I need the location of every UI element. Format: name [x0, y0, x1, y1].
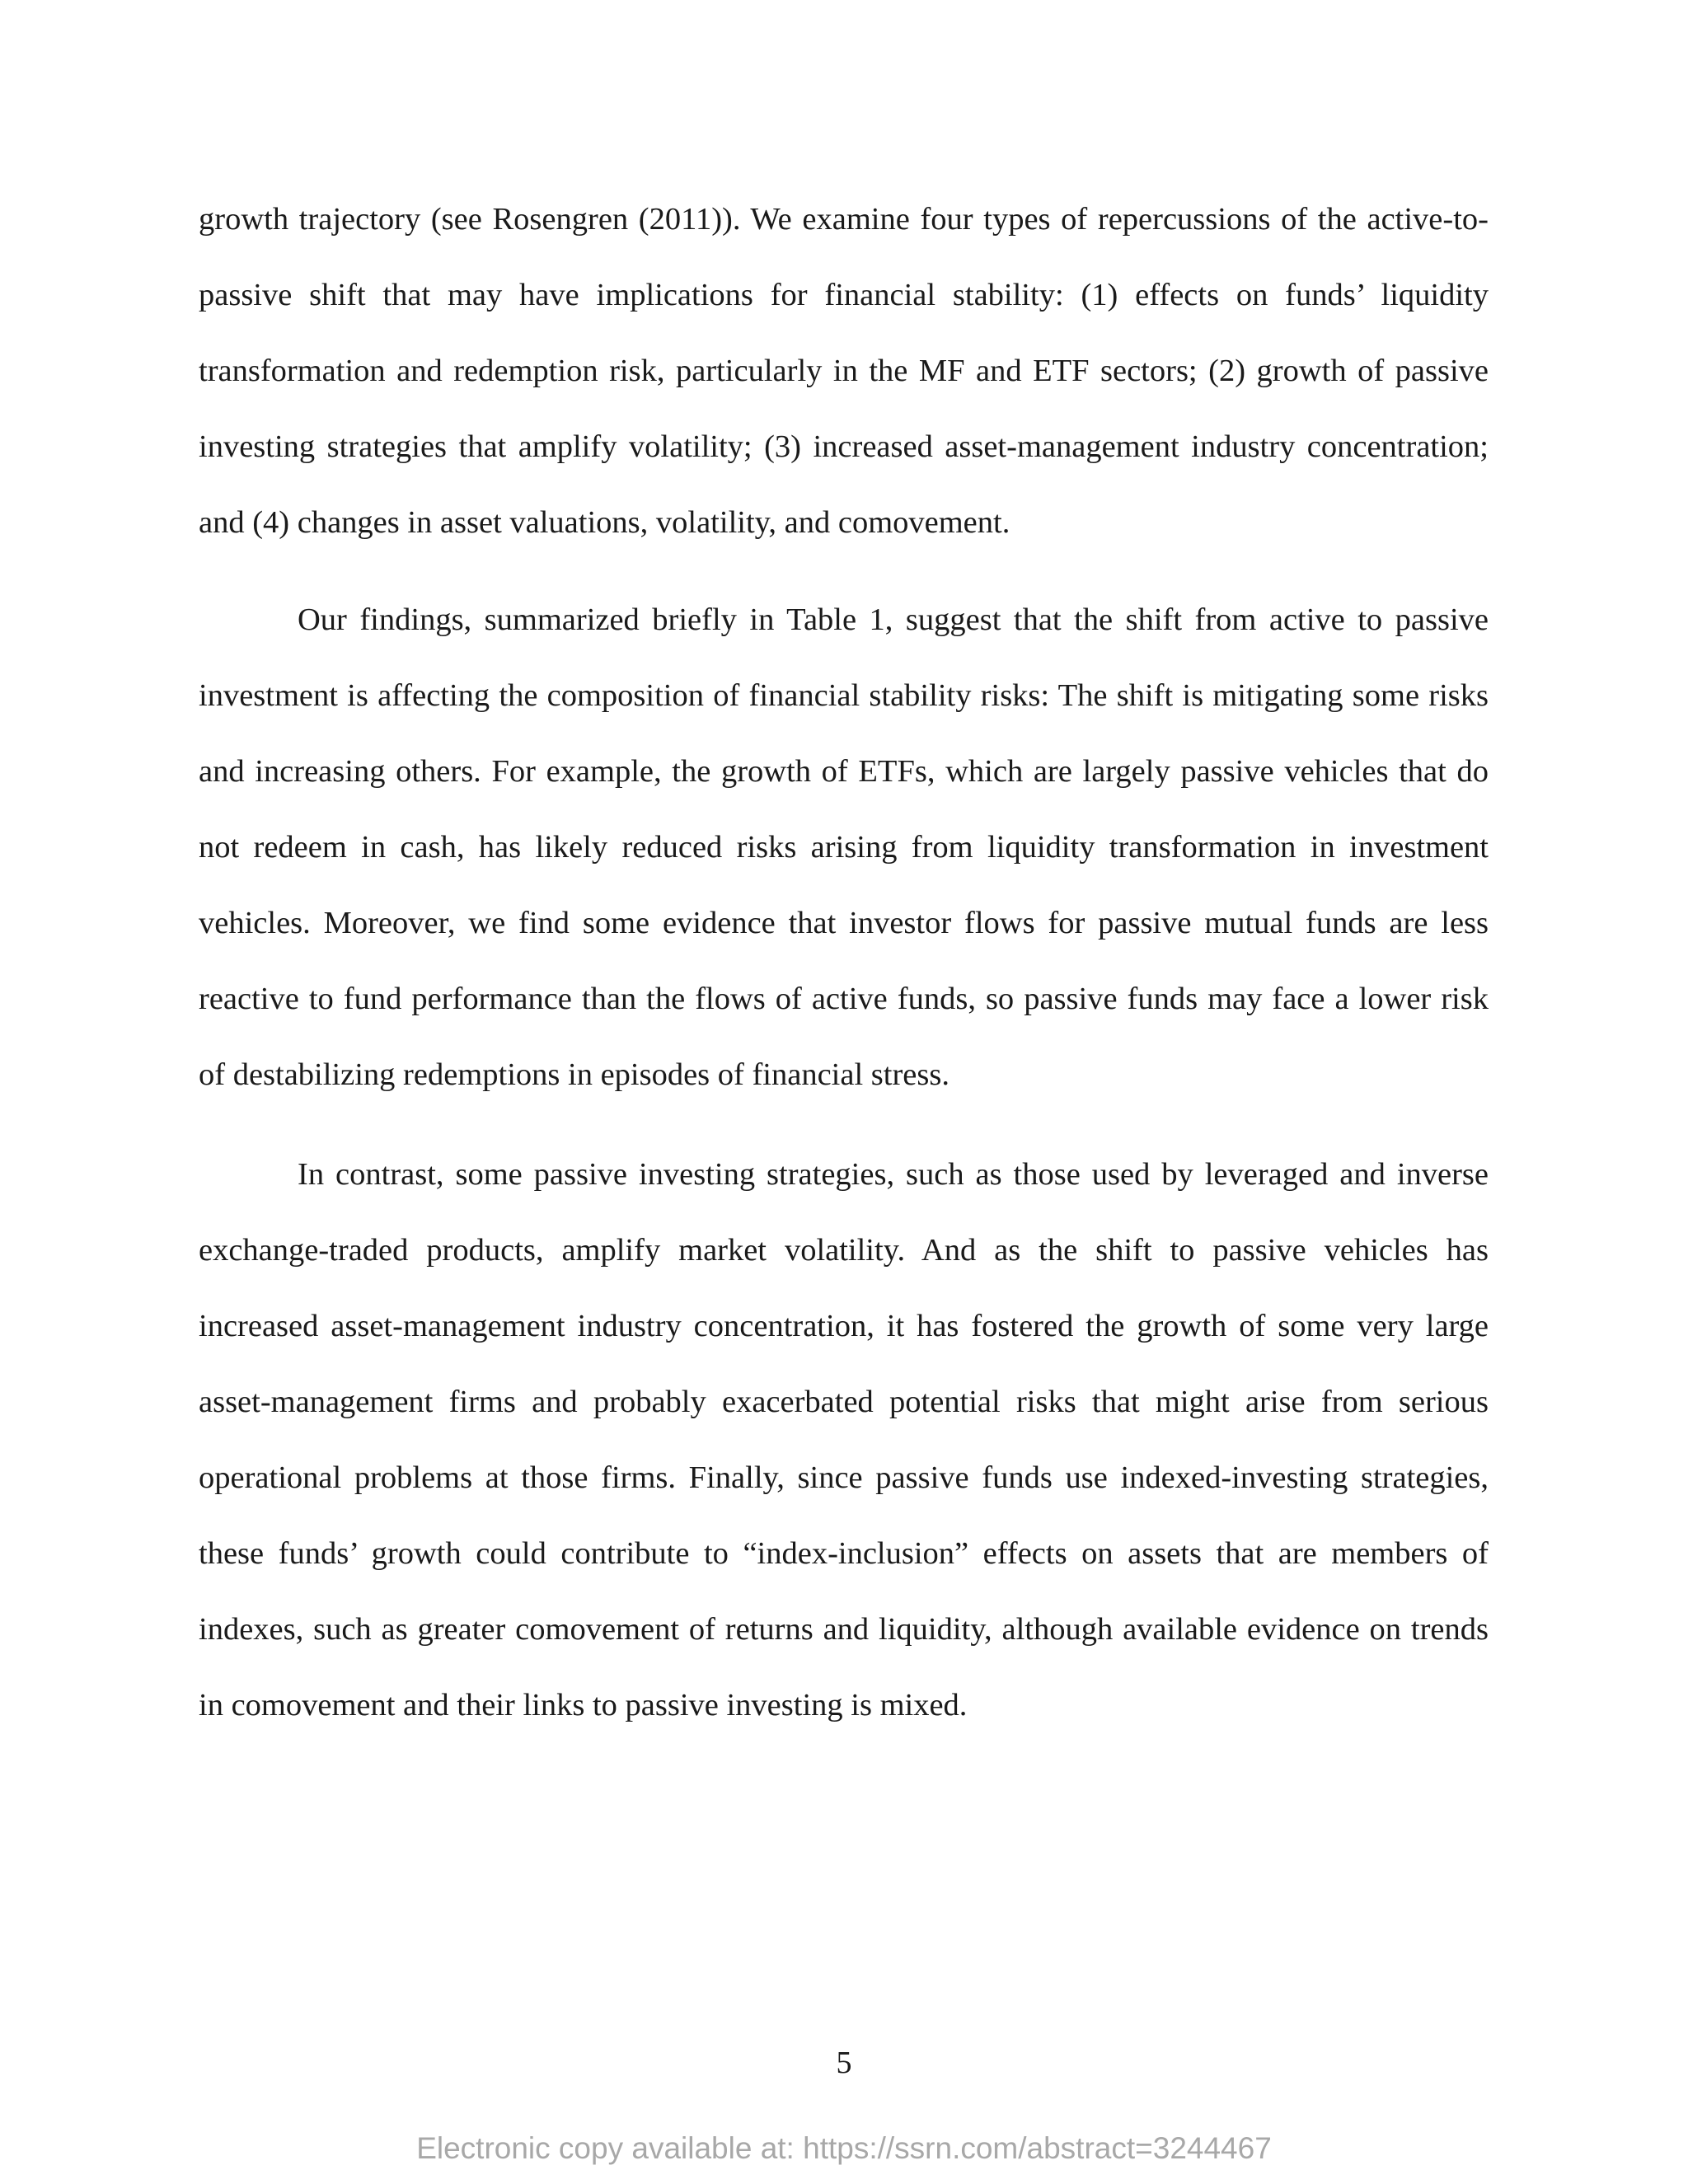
body-paragraph-1: growth trajectory (see Rosengren (2011)). We examine four types of repercussions of the active-to-passive shift that may have implications for financial stability: (1) effects on funds’ liquidity transformation and redemption risk, particularly in the MF and ETF sectors; (2) growth of passive investing strategies that amplify volatility; (3) increased asset-management industry concentration; and (4) changes in asset valuations, volatility, and comovement.: [199, 202, 1489, 540]
body-paragraph-3: In contrast, some passive investing strategies, such as those used by leveraged and inverse exchange-traded products, amplify market volatility. And as the shift to passive vehicles has increased asset-management industry concentration, it has fostered the growth of some very large asset-management firms and probably exacerbated potential risks that might arise from serious operational problems at those firms. Finally, since passive funds use indexed-investing strategies, these funds’ growth could contribute to “index-inclusion” effects on assets that are members of indexes, such as greater comovement of returns and liquidity, although available evidence on trends in comovement and their links to passive investing is mixed.: [199, 1157, 1489, 1722]
ssrn-footer-link[interactable]: Electronic copy available at: https://ssrn.com/abstract=3244467: [416, 2131, 1272, 2165]
page-number: 5: [836, 2046, 852, 2080]
body-paragraph-2: Our findings, summarized briefly in Table 1, suggest that the shift from active to passive investment is affecting the composition of financial stability risks: The shift is mitigating some risks and increasing others. For example, the growth of ETFs, which are largely passive vehicles that do not redeem in cash, has likely reduced risks arising from liquidity transformation in investment vehicles. Moreover, we find some evidence that investor flows for passive mutual funds are less reactive to fund performance than the flows of active funds, so passive funds may face a lower risk of destabilizing redemptions in episodes of financial stress.: [199, 602, 1489, 1092]
